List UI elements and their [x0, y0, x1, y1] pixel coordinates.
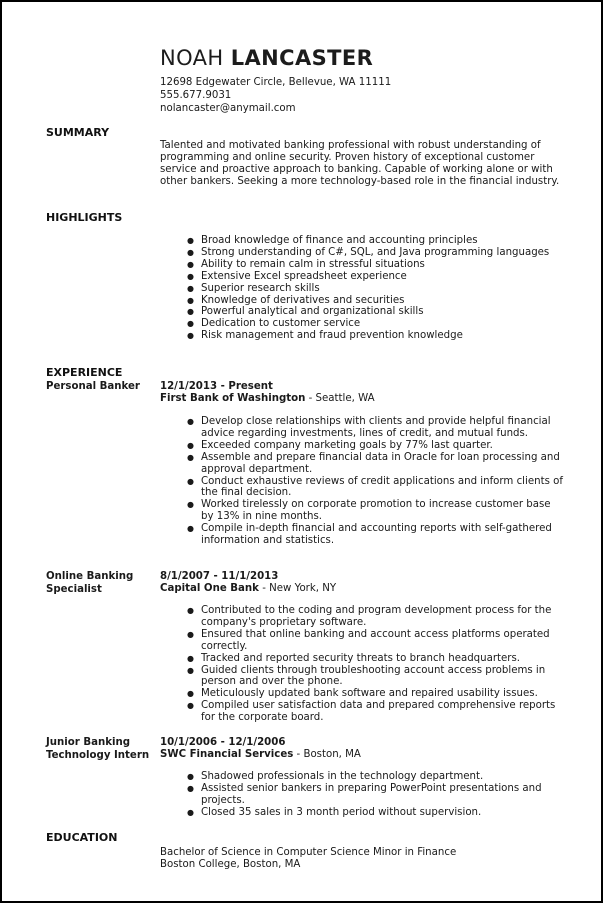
- job-bullets: [185, 771, 565, 819]
- list-item: ● Superior research skills: [185, 283, 565, 295]
- experience-heading: EXPERIENCE: [46, 366, 123, 379]
- job-title: Junior Banking Technology Intern: [46, 737, 150, 761]
- list-item: ● Assisted senior bankers in preparing PowerPoint presentations and projects.: [185, 783, 565, 807]
- job-bullets: [185, 605, 565, 724]
- candidate-name: [160, 46, 373, 70]
- list-item: ● Meticulously updated bank software and repaired usability issues.: [185, 688, 565, 700]
- job-company: [160, 583, 336, 596]
- education-heading: EDUCATION: [46, 831, 118, 844]
- list-item: ● Shadowed professionals in the technology department.: [185, 771, 565, 783]
- job-title: Online Banking Specialist: [46, 571, 134, 595]
- company-name: SWC Financial Services: [160, 749, 294, 760]
- school: Boston College, Boston, MA: [160, 858, 301, 870]
- job-title: Personal Banker: [46, 381, 140, 392]
- job-dates: 8/1/2007 - 11/1/2013: [160, 571, 279, 582]
- list-item: ● Strong understanding of C#, SQL, and Java programming languages: [185, 247, 565, 259]
- first-name: NOAH: [160, 46, 224, 70]
- job-company: [160, 749, 361, 762]
- job-company: [160, 393, 375, 406]
- education-details: [160, 847, 565, 871]
- list-item: ● Compiled user satisfaction data and prepared comprehensive reports for the corporate board.: [185, 700, 565, 724]
- list-item: ● Knowledge of derivatives and securities: [185, 295, 565, 307]
- list-item: ● Risk management and fraud prevention knowledge: [185, 330, 565, 342]
- list-item: ● Contributed to the coding and program development process for the company's proprietary software.: [185, 605, 565, 629]
- list-item: ● Tracked and reported security threats to branch headquarters.: [185, 653, 565, 665]
- contact-info: [160, 76, 391, 115]
- list-item: ● Closed 35 sales in 3 month period without supervision.: [185, 807, 565, 819]
- list-item: ● Ability to remain calm in stressful situations: [185, 259, 565, 271]
- job-bullets: [185, 416, 565, 547]
- list-item: ● Compile in-depth financial and accounting reports with self-gathered information and statistics.: [185, 523, 565, 547]
- job-dates: 10/1/2006 - 12/1/2006: [160, 737, 286, 748]
- list-item: ● Worked tirelessly on corporate promotion to increase customer base by 13% in nine months.: [185, 499, 565, 523]
- list-item: ● Develop close relationships with clients and provide helpful financial advice regarding investments, lines of credit, and mutual funds.: [185, 416, 565, 440]
- list-item: ● Ensured that online banking and account access platforms operated correctly.: [185, 629, 565, 653]
- email: nolancaster@anymail.com: [160, 103, 296, 114]
- list-item: ● Exceeded company marketing goals by 77% last quarter.: [185, 440, 565, 452]
- summary-heading: SUMMARY: [46, 126, 110, 139]
- list-item: ● Guided clients through troubleshooting account access problems in person and over the phone.: [185, 665, 565, 689]
- company-name: Capital One Bank: [160, 583, 259, 594]
- company-location: - Boston, MA: [293, 749, 361, 760]
- list-item: ● Broad knowledge of finance and accounting principles: [185, 235, 565, 247]
- list-item: ● Extensive Excel spreadsheet experience: [185, 271, 565, 283]
- job-dates: 12/1/2013 - Present: [160, 381, 273, 392]
- list-item: ● Powerful analytical and organizational skills: [185, 306, 565, 318]
- last-name: LANCASTER: [230, 46, 374, 70]
- company-name: First Bank of Washington: [160, 393, 306, 404]
- list-item: ● Conduct exhaustive reviews of credit applications and inform clients of the final decision.: [185, 476, 565, 500]
- summary-text: Talented and motivated banking professional with robust understanding of programming and online security. Proven history of exceptional customer service and proactive approach to banking. Capable of working alone or with other bankers. Seeking a more technology-based role in the financial industry.: [160, 140, 560, 187]
- degree: Bachelor of Science in Computer Science Minor in Finance: [160, 847, 457, 858]
- highlights-list: [185, 235, 565, 342]
- list-item: ● Dedication to customer service: [185, 318, 565, 330]
- phone: 555.677.9031: [160, 90, 232, 101]
- list-item: ● Assemble and prepare financial data in Oracle for loan processing and approval department.: [185, 452, 565, 476]
- highlights-heading: HIGHLIGHTS: [46, 211, 123, 224]
- company-location: - Seattle, WA: [305, 393, 375, 404]
- address: 12698 Edgewater Circle, Bellevue, WA 11111: [160, 77, 392, 88]
- company-location: - New York, NY: [258, 583, 337, 594]
